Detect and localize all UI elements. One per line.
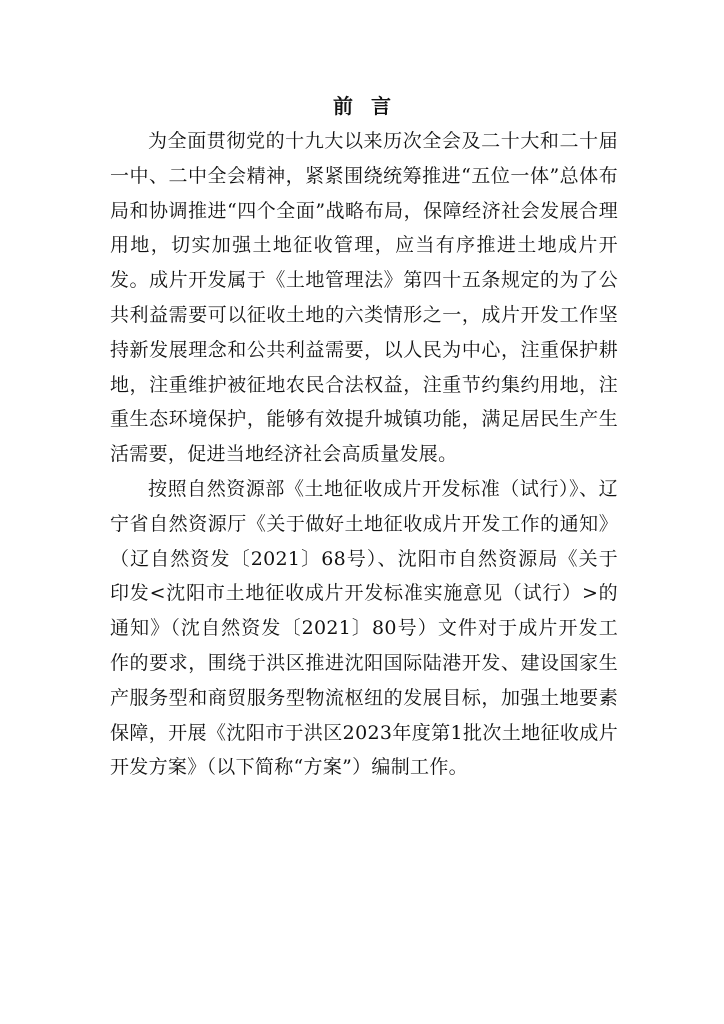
body-text xyxy=(110,124,618,785)
page-title: 前言 xyxy=(333,94,409,118)
paragraph-1: 为全面贯彻党的十九大以来历次全会及二十大和二十届一中、二中全会精神，紧紧围绕统筹推进“五位一体”总体布局和协调推进“四个全面”战略布局，保障经济社会发展合理用地，切实加强土地征收管理，应当有序推进土地成片开发。成片开发属于《土地管理法》第四十五条规定的为了公共利益需要可以征收土地的六类情形之一，成片开发工作坚持新发展理念和公共利益需要，以人民为中心，注重保护耕地，注重维护被征地农民合法权益，注重节约集约用地，注重生态环境保护，能够有效提升城镇功能，满足居民生产生活需要，促进当地经济社会高质量发展。 xyxy=(110,130,618,466)
paragraph-2: 按照自然资源部《土地征收成片开发标准（试行）》、辽宁省自然资源厅《关于做好土地征收成片开发工作的通知》（辽自然资发〔2021〕68号）、沈阳市自然资源局《关于印发<沈阳市土地征收成片开发标准实施意见（试行）>的通知》（沈自然资发〔2021〕80号）文件对于成片开发工作的要求，围绕于洪区推进沈阳国际陆港开发、建设国家生产服务型和商贸服务型物流枢纽的发展目标，加强土地要素保障，开展《沈阳市于洪区2023年度第1批次土地征收成片开发方案》（以下简称“方案”）编制工作。 xyxy=(110,477,618,779)
